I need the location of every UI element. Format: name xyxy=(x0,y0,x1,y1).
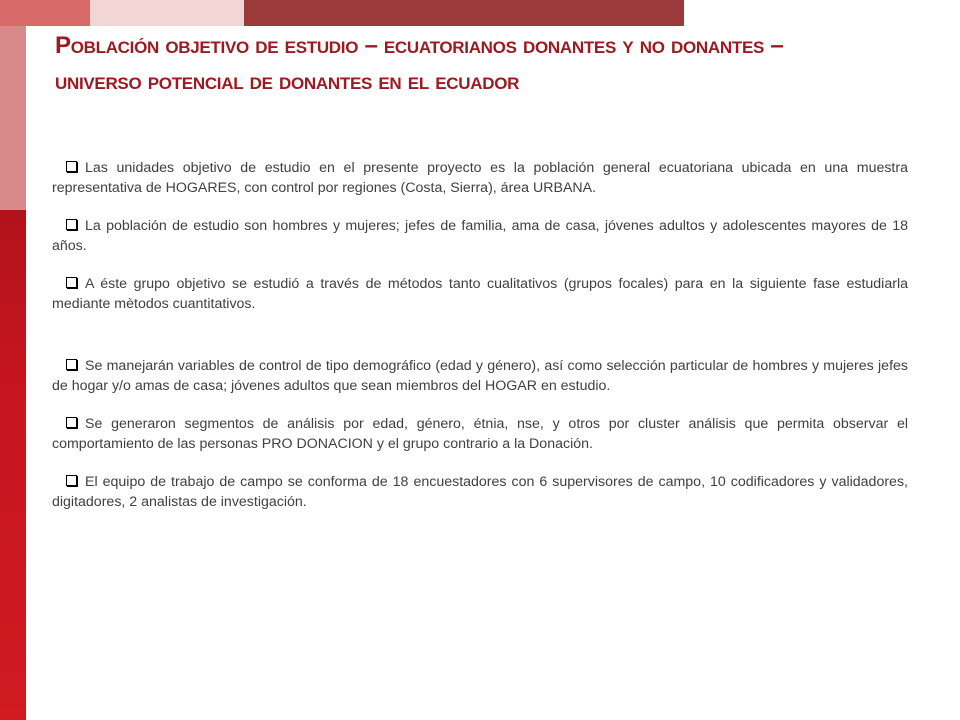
left-strip-top xyxy=(0,26,26,210)
square-bullet-icon xyxy=(66,475,77,486)
bullet-paragraph xyxy=(52,158,908,198)
square-bullet-icon xyxy=(66,417,77,428)
left-strip-bottom xyxy=(0,210,26,720)
bullet-paragraph xyxy=(52,472,908,512)
square-bullet-icon xyxy=(66,219,77,230)
bullet-paragraph xyxy=(52,274,908,314)
top-bar-segment-middle xyxy=(90,0,244,26)
bullet-text: El equipo de trabajo de campo se conforma de 18 encuestadores con 6 supervisores de campo, 10 codificadores y validadores, digitadores, 2 analistas de investigación. xyxy=(52,474,908,510)
slide-title-line-2: universo potencial de donantes en el ecuador xyxy=(55,68,520,95)
slide-title-line-1: Población objetivo de estudio – ecuatorianos donantes y no donantes – xyxy=(55,32,784,59)
slide-title xyxy=(55,28,915,100)
bullet-paragraph xyxy=(52,356,908,396)
bullet-text: La población de estudio son hombres y mujeres; jefes de familia, ama de casa, jóvenes adultos y adolescentes mayores de 18 años. xyxy=(52,218,908,254)
square-bullet-icon xyxy=(66,161,77,172)
square-bullet-icon xyxy=(66,277,77,288)
square-bullet-icon xyxy=(66,359,77,370)
top-bar-segment-left xyxy=(0,0,90,26)
top-bar-segment-right xyxy=(244,0,684,26)
bullet-text: Se manejarán variables de control de tipo demográfico (edad y género), así como selección particular de hombres y mujeres jefes de hogar y/o amas de casa; jóvenes adultos que sean miembros del HOGAR en estudio. xyxy=(52,358,908,394)
bullet-paragraph xyxy=(52,414,908,454)
bullet-text: Las unidades objetivo de estudio en el presente proyecto es la población general ecuatoriana ubicada en una muestra representativa de HOGARES, con control por regiones (Costa, Sierra), área URBANA. xyxy=(52,160,908,196)
bullet-text: Se generaron segmentos de análisis por edad, género, étnia, nse, y otros por cluster análisis que permita observar el comportamiento de las personas PRO DONACION y el grupo contrario a la Donación. xyxy=(52,416,908,452)
slide-body xyxy=(52,158,908,530)
bullet-text: A éste grupo objetivo se estudió a través de métodos tanto cualitativos (grupos focales) para en la siguiente fase estudiarla mediante mètodos cuantitativos. xyxy=(52,276,908,312)
bullet-paragraph xyxy=(52,216,908,256)
